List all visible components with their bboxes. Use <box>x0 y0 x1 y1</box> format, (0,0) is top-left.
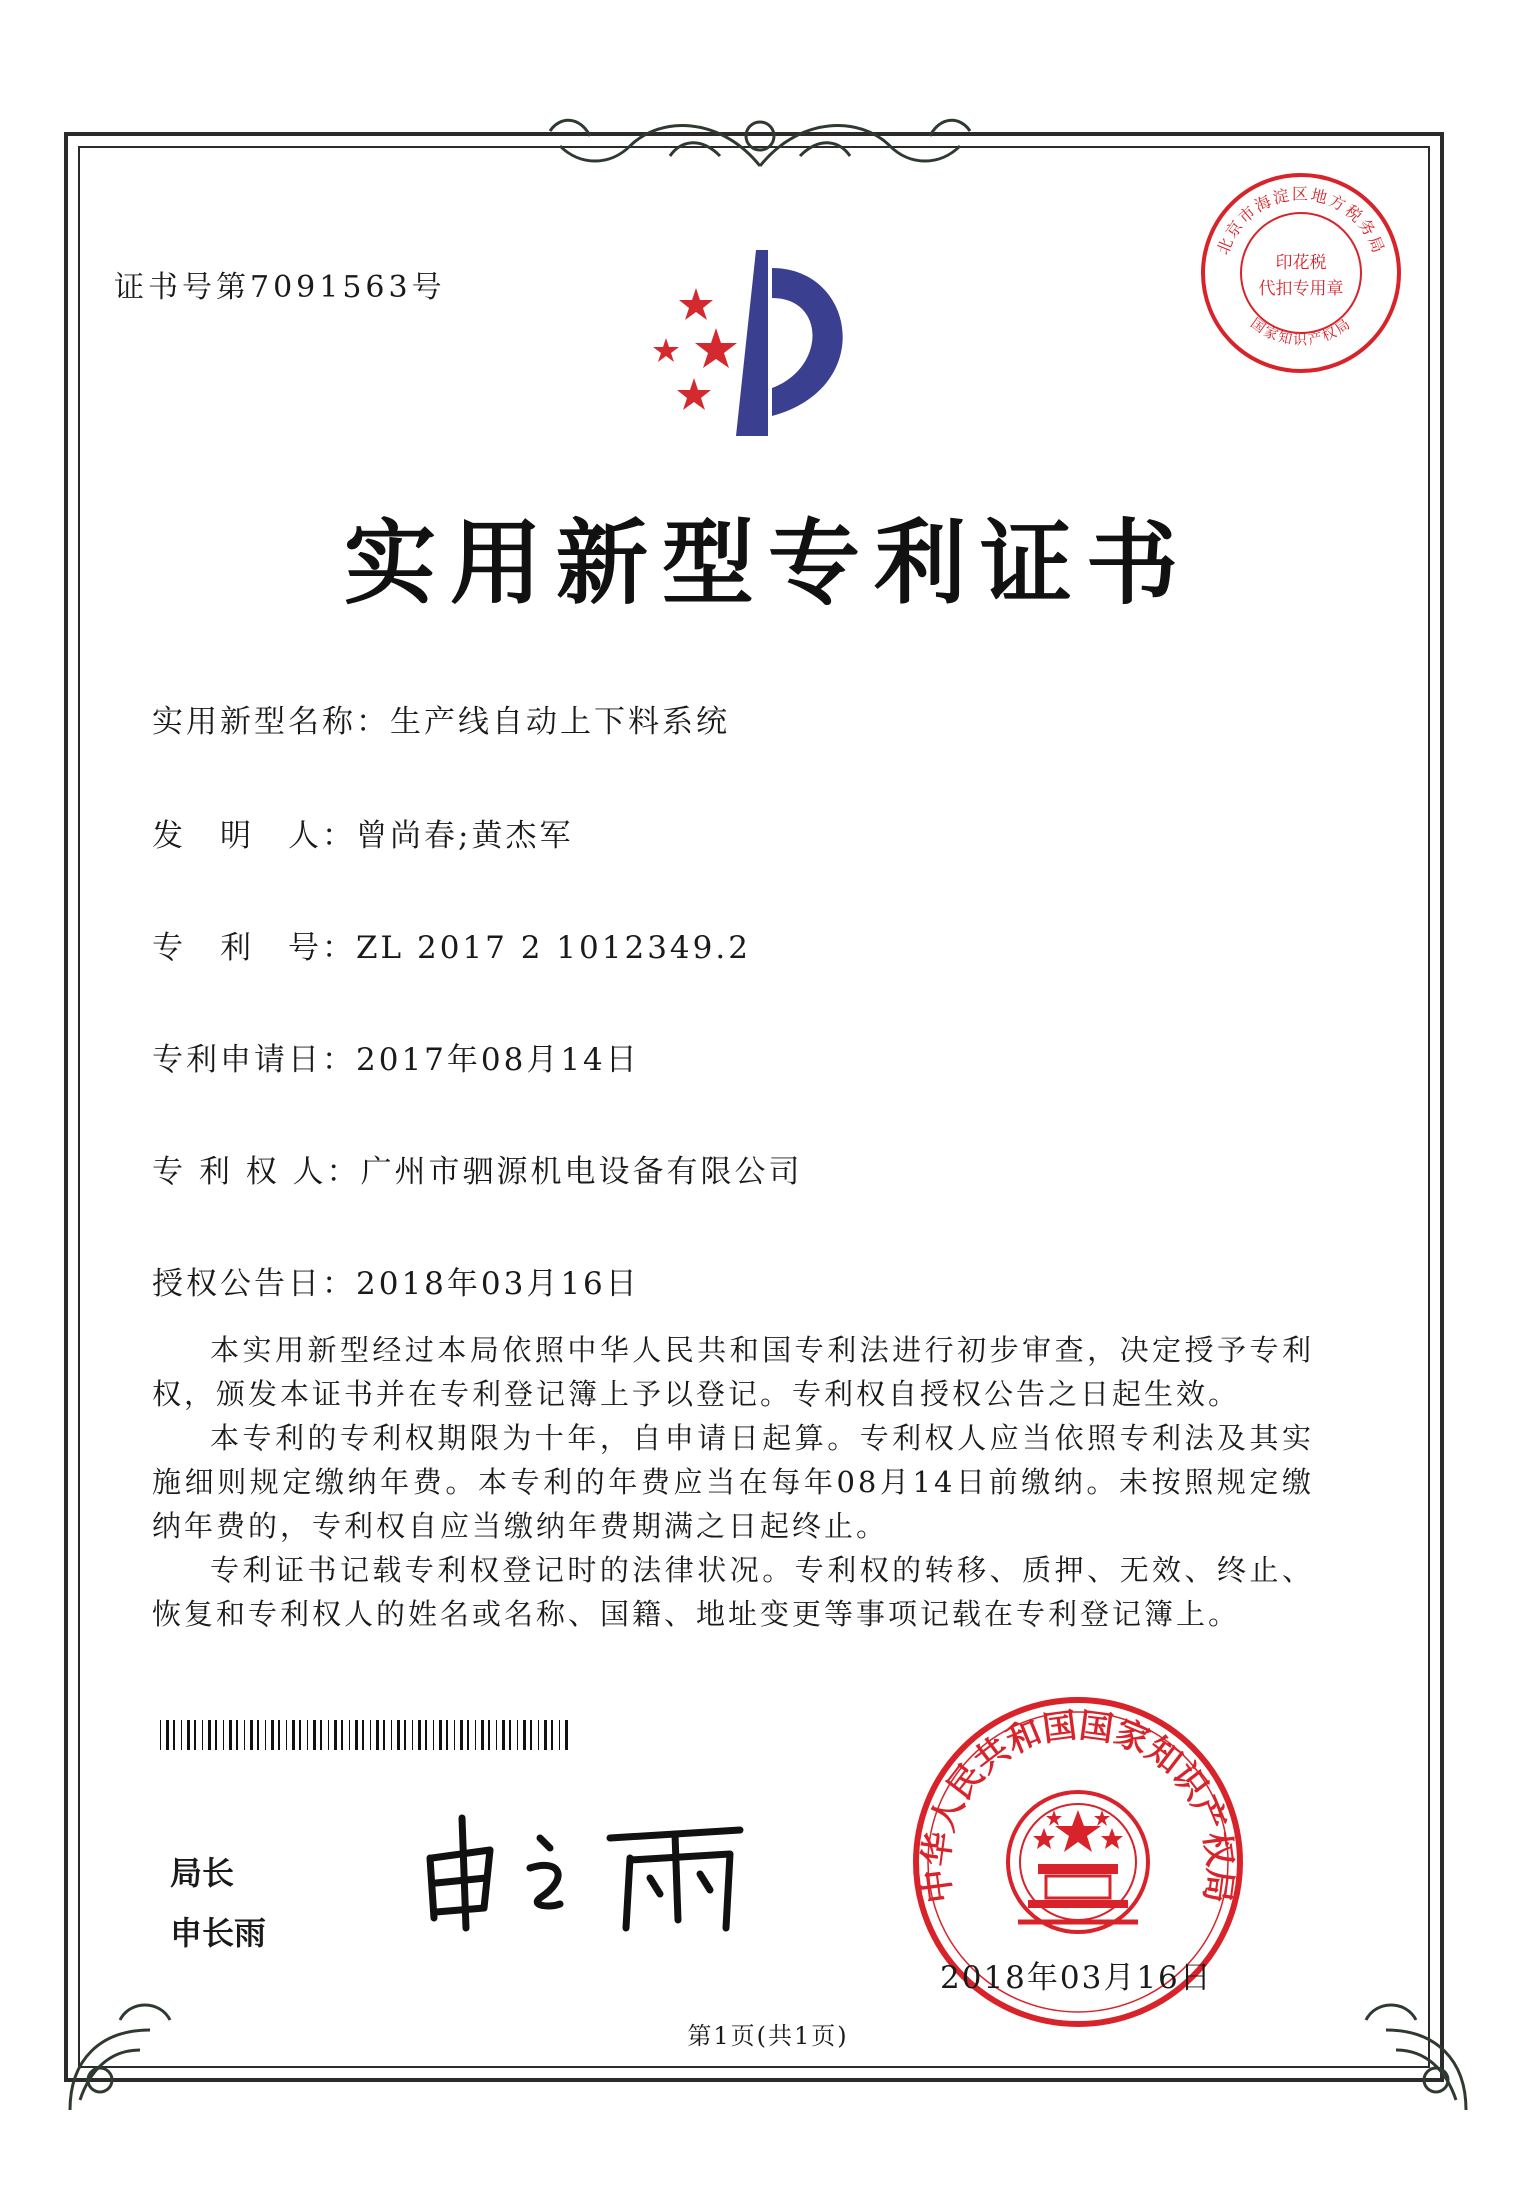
director-signature <box>420 1808 760 1938</box>
field-label: 专利申请日： <box>152 1042 356 1078</box>
top-ornament <box>520 96 1000 186</box>
body-paragraph-2: 本专利的专利权期限为十年，自申请日起算。专利权人应当依照专利法及其实施细则规定缴纳年费。本专利的年费应当在每年08月14日前缴纳。未按照规定缴纳年费的，专利权自应当缴纳年费期满之日起终止。 <box>152 1421 1314 1543</box>
signing-date: 2018年03月16日 <box>940 1960 1213 1996</box>
field-grant-date <box>152 1258 640 1303</box>
field-patent-number <box>152 922 751 967</box>
field-value: 生产线自动上下料系统 <box>390 704 730 740</box>
certificate-body <box>152 1328 1314 1636</box>
field-utility-model-name <box>152 696 730 741</box>
field-value: 2018年03月16日 <box>356 1266 640 1302</box>
field-filing-date <box>152 1034 640 1079</box>
field-patentee <box>152 1146 803 1191</box>
tax-stamp-ring-text: 北京市海淀区地方税务局 <box>1213 184 1389 258</box>
barcode <box>160 1720 570 1750</box>
field-value: ZL 2017 2 1012349.2 <box>356 930 751 966</box>
cnipa-logo <box>636 248 876 438</box>
field-label: 实用新型名称： <box>152 704 390 740</box>
page-number: 第1页(共1页) <box>687 2022 849 2050</box>
field-label: 发 明 人： <box>152 818 356 854</box>
field-label: 专 利 号： <box>152 930 356 966</box>
field-value: 曾尚春;黄杰军 <box>356 818 574 854</box>
director-title: 局长 <box>170 1854 235 1892</box>
svg-text:国家知识产权局 <box>1247 316 1355 349</box>
field-value: 2017年08月14日 <box>356 1042 640 1078</box>
certificate-number: 证书号第7091563号 <box>114 270 446 305</box>
tax-stamp-inner-2: 代扣专用章 <box>1258 279 1344 299</box>
national-emblem-icon <box>1008 1792 1148 1932</box>
field-value: 广州市驷源机电设备有限公司 <box>360 1154 803 1190</box>
field-label: 授权公告日： <box>152 1266 356 1302</box>
certificate-title: 实用新型专利证书 <box>343 509 1192 617</box>
director-name: 申长雨 <box>170 1914 267 1952</box>
field-label: 专 利 权 人： <box>152 1154 361 1190</box>
bottom-right-ornament <box>1346 1990 1476 2120</box>
body-paragraph-1: 本实用新型经过本局依照中华人民共和国专利法进行初步审查，决定授予专利权，颁发本证书并在专利登记簿上予以登记。专利权自授权公告之日起生效。 <box>152 1333 1314 1411</box>
tax-stamp-seal <box>1196 168 1406 378</box>
body-paragraph-3: 专利证书记载专利权登记时的法律状况。专利权的转移、质押、无效、终止、恢复和专利权人的姓名或名称、国籍、地址变更等事项记载在专利登记簿上。 <box>152 1553 1314 1631</box>
bottom-left-ornament <box>60 1990 190 2120</box>
tax-stamp-inner-1: 印花税 <box>1275 253 1327 273</box>
field-inventor <box>152 810 573 855</box>
cnipa-seal-ring-text: 中华人民共和国国家知识产权局 <box>916 1705 1240 1906</box>
tax-stamp-bottom-text: 国家知识产权局 <box>1247 315 1355 349</box>
